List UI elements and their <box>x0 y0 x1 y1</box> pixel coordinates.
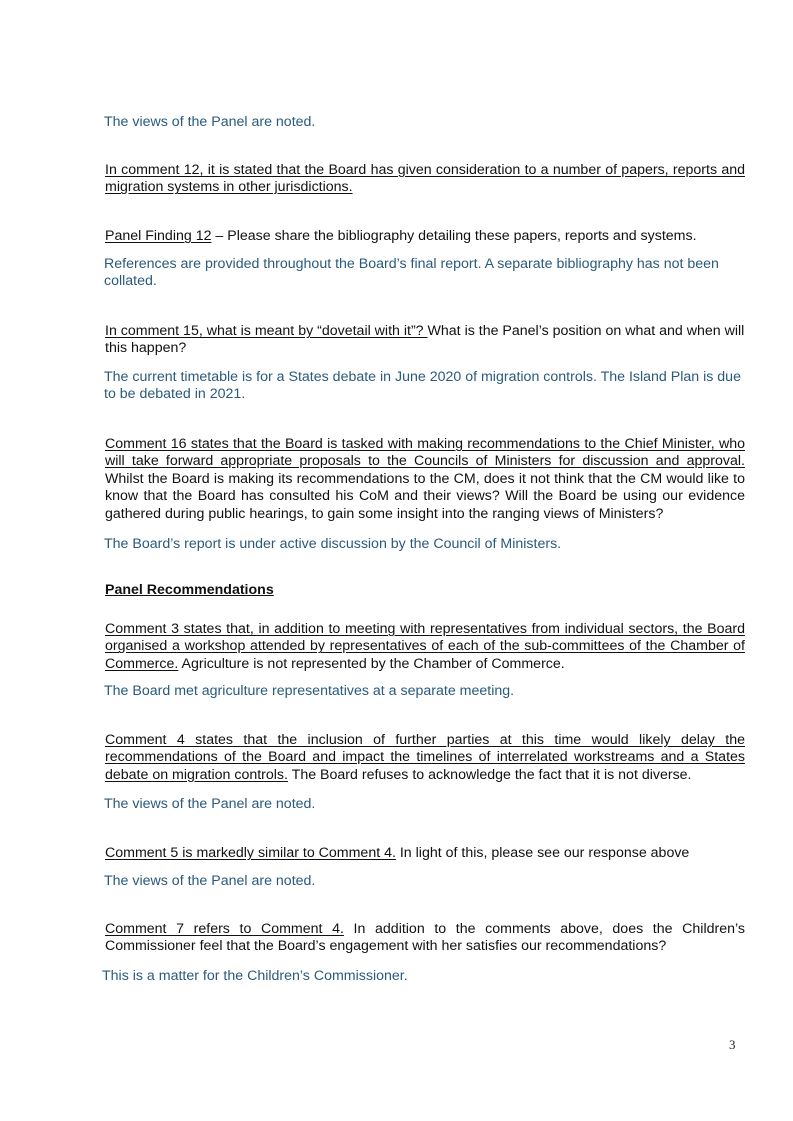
comment-15-rest: What is the Panel’s position on what and when will this happen? <box>105 323 745 357</box>
comment-3-rest: Agriculture is not represented by the Chamber of Commerce. <box>178 655 565 672</box>
panel-finding-12-paragraph <box>105 228 745 245</box>
panel-finding-12-underlined: Panel Finding 12 <box>105 228 212 244</box>
response-1 <box>104 114 749 131</box>
response-1-text: The views of the Panel are noted. <box>104 114 316 130</box>
comment-5-underlined: Comment 5 is markedly similar to Comment 4. <box>105 845 396 861</box>
response-5 <box>104 683 749 700</box>
response-3-text: The current timetable is for a States debate in June 2020 of migration controls. The Island Plan is due to be debated in 2021. <box>104 369 741 403</box>
response-2-text: References are provided throughout the Board’s final report. A separate bibliography has not been collated. <box>104 256 719 290</box>
response-2 <box>104 256 749 291</box>
response-8 <box>102 968 747 985</box>
comment-7-rest: In addition to the comments above, does the Children’s Commissioner feel that the Board’s engagement with her satisfies our recommendations? <box>105 921 745 955</box>
response-6-text: The views of the Panel are noted. <box>104 796 316 812</box>
comment-7-paragraph <box>105 921 745 956</box>
comment-5-rest: In light of this, please see our response above <box>395 845 690 861</box>
comment-16-rest: Whilst the Board is making its recommendations to the CM, does it not think that the CM would like to know that the Board has consulted his CoM and their views? Will the Board be using our evidence gathered during public hearings, to gain some insight into the ranging views of Ministers? <box>105 470 745 522</box>
comment-3-underlined: Comment 3 states that, in addition to meeting with representatives from individual sectors, the Board organised a workshop attended by representatives of each of the sub-committees of the Chamber of Commerce. <box>105 621 745 672</box>
page-number: 3 <box>729 1037 736 1052</box>
response-7 <box>104 873 749 890</box>
response-4-text: The Board’s report is under active discussion by the Council of Ministers. <box>104 536 562 552</box>
response-7-text: The views of the Panel are noted. <box>104 873 316 889</box>
comment-5-paragraph <box>105 845 745 862</box>
comment-4-paragraph <box>105 732 745 784</box>
comment-4-underlined: Comment 4 states that the inclusion of further parties at this time would likely delay the recommendations of the Board and impact the timelines of interrelated workstreams and a States debate on migration controls. <box>105 732 745 783</box>
comment-15-paragraph <box>105 323 745 358</box>
comment-15-underlined: In comment 15, what is meant by “dovetail with it”? <box>105 323 428 339</box>
response-5-text: The Board met agriculture representatives at a separate meeting. <box>104 683 515 699</box>
comment-16-paragraph <box>105 436 745 523</box>
response-4 <box>104 536 749 553</box>
panel-recommendations-heading: Panel Recommendations <box>105 582 274 598</box>
response-6 <box>104 796 749 813</box>
panel-finding-12-rest: – Please share the bibliography detailing these papers, reports and systems. <box>211 228 697 244</box>
response-3 <box>104 369 749 404</box>
comment-4-rest: The Board refuses to acknowledge the fact that it is not diverse. <box>287 766 692 783</box>
response-8-text: This is a matter for the Children’s Commissioner. <box>102 968 408 984</box>
comment-12-underlined: In comment 12, it is stated that the Board has given consideration to a number of papers, reports and migration systems in other jurisdictions. <box>105 162 745 196</box>
comment-12-paragraph <box>105 162 745 197</box>
comment-16-underlined: Comment 16 states that the Board is tasked with making recommendations to the Chief Minister, who will take forward appropriate proposals to the Councils of Ministers for discussion and approval. <box>105 436 745 470</box>
comment-3-paragraph <box>105 621 745 673</box>
comment-7-underlined: Comment 7 refers to Comment 4. <box>105 921 344 937</box>
